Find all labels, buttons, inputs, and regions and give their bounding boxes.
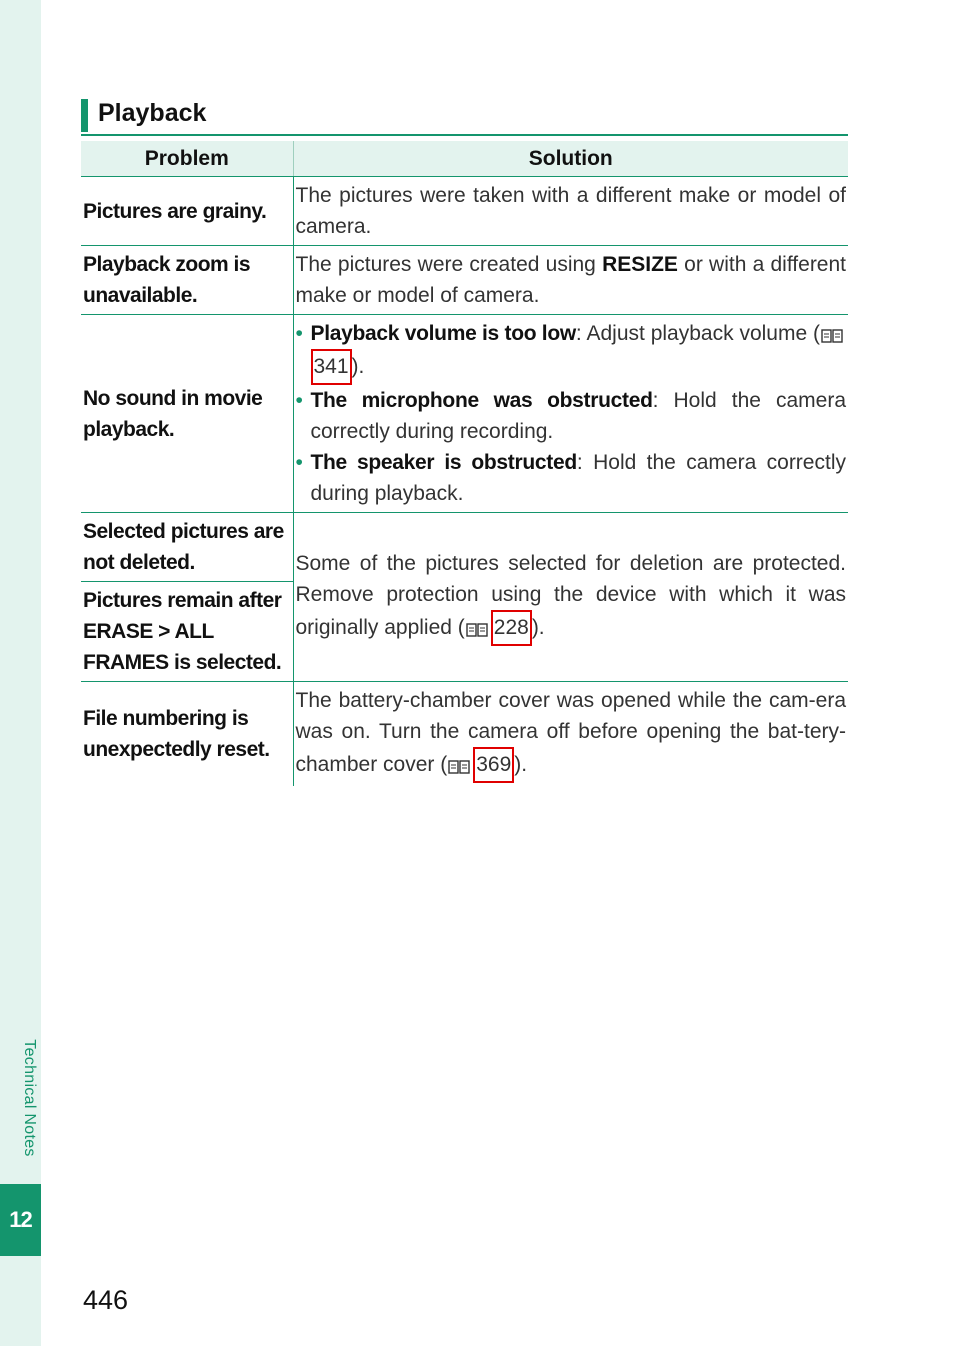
section-marker-bar — [81, 99, 88, 132]
bullet-icon: • — [295, 322, 303, 345]
solution-text: or with a different make or model of camera. — [295, 253, 846, 307]
chapter-tab[interactable]: 12 — [0, 1184, 41, 1256]
section-header — [81, 98, 848, 136]
page-link[interactable]: 228 — [491, 610, 532, 646]
page-link[interactable]: 369 — [473, 747, 514, 783]
bullet-icon: • — [295, 451, 303, 474]
bullet-icon: • — [295, 389, 303, 412]
solution-text: ). — [351, 355, 365, 378]
book-reference-icon — [448, 759, 470, 775]
section-title: Playback — [98, 99, 207, 127]
list-item — [296, 318, 847, 385]
troubleshooting-table — [81, 141, 848, 786]
table-row — [81, 682, 848, 787]
column-header-problem: Problem — [81, 141, 293, 177]
solution-text: ). — [514, 753, 528, 776]
page-link[interactable]: 341 — [311, 349, 352, 385]
problem-cell: Selected pictures are not deleted. — [81, 513, 293, 582]
solution-cell — [293, 315, 848, 513]
table-header-row — [81, 141, 848, 177]
solution-text: The battery-chamber cover was opened while the cam-era was on. Turn the camera off before opening the bat-tery-chamber cover ( — [295, 689, 846, 776]
cause-label: The speaker is obstructed — [310, 451, 577, 474]
problem-cell: Playback zoom is unavailable. — [81, 246, 293, 315]
book-reference-icon — [821, 328, 843, 344]
page-number: 446 — [83, 1285, 129, 1315]
table-row — [81, 315, 848, 513]
list-item — [296, 447, 847, 509]
table-row — [81, 177, 848, 246]
solution-text: The pictures were created using — [295, 253, 603, 276]
solution-cell — [293, 513, 848, 682]
column-header-solution: Solution — [293, 141, 848, 177]
book-reference-icon — [466, 622, 488, 638]
list-item — [296, 385, 847, 447]
problem-cell: File numbering is unexpectedly reset. — [81, 682, 293, 787]
solution-text: : Hold the camera correctly during playback. — [310, 451, 846, 505]
cause-label: The microphone was obstructed — [310, 389, 653, 412]
solution-cell: The pictures were taken with a different make or model of camera. — [293, 177, 848, 246]
solution-text: ). — [531, 616, 545, 639]
resize-option-label: RESIZE — [602, 253, 678, 276]
table-row — [81, 513, 848, 582]
solution-text: : Hold the camera correctly during recording. — [310, 389, 847, 443]
chapter-section-label: Technical Notes — [21, 1039, 38, 1157]
problem-cell: No sound in movie playback. — [81, 315, 293, 513]
solution-cell — [293, 682, 848, 787]
solution-text: : Adjust playback volume ( — [575, 322, 820, 345]
solution-text: Some of the pictures selected for deletion are protected. Remove protection using the device with which it was originally applied ( — [295, 552, 846, 639]
cause-label: Playback volume is too low — [310, 322, 576, 345]
table-row — [81, 246, 848, 315]
problem-cell: Pictures remain after ERASE > ALL FRAMES is selected. — [81, 582, 293, 682]
solution-cell — [293, 246, 848, 315]
problem-cell: Pictures are grainy. — [81, 177, 293, 246]
